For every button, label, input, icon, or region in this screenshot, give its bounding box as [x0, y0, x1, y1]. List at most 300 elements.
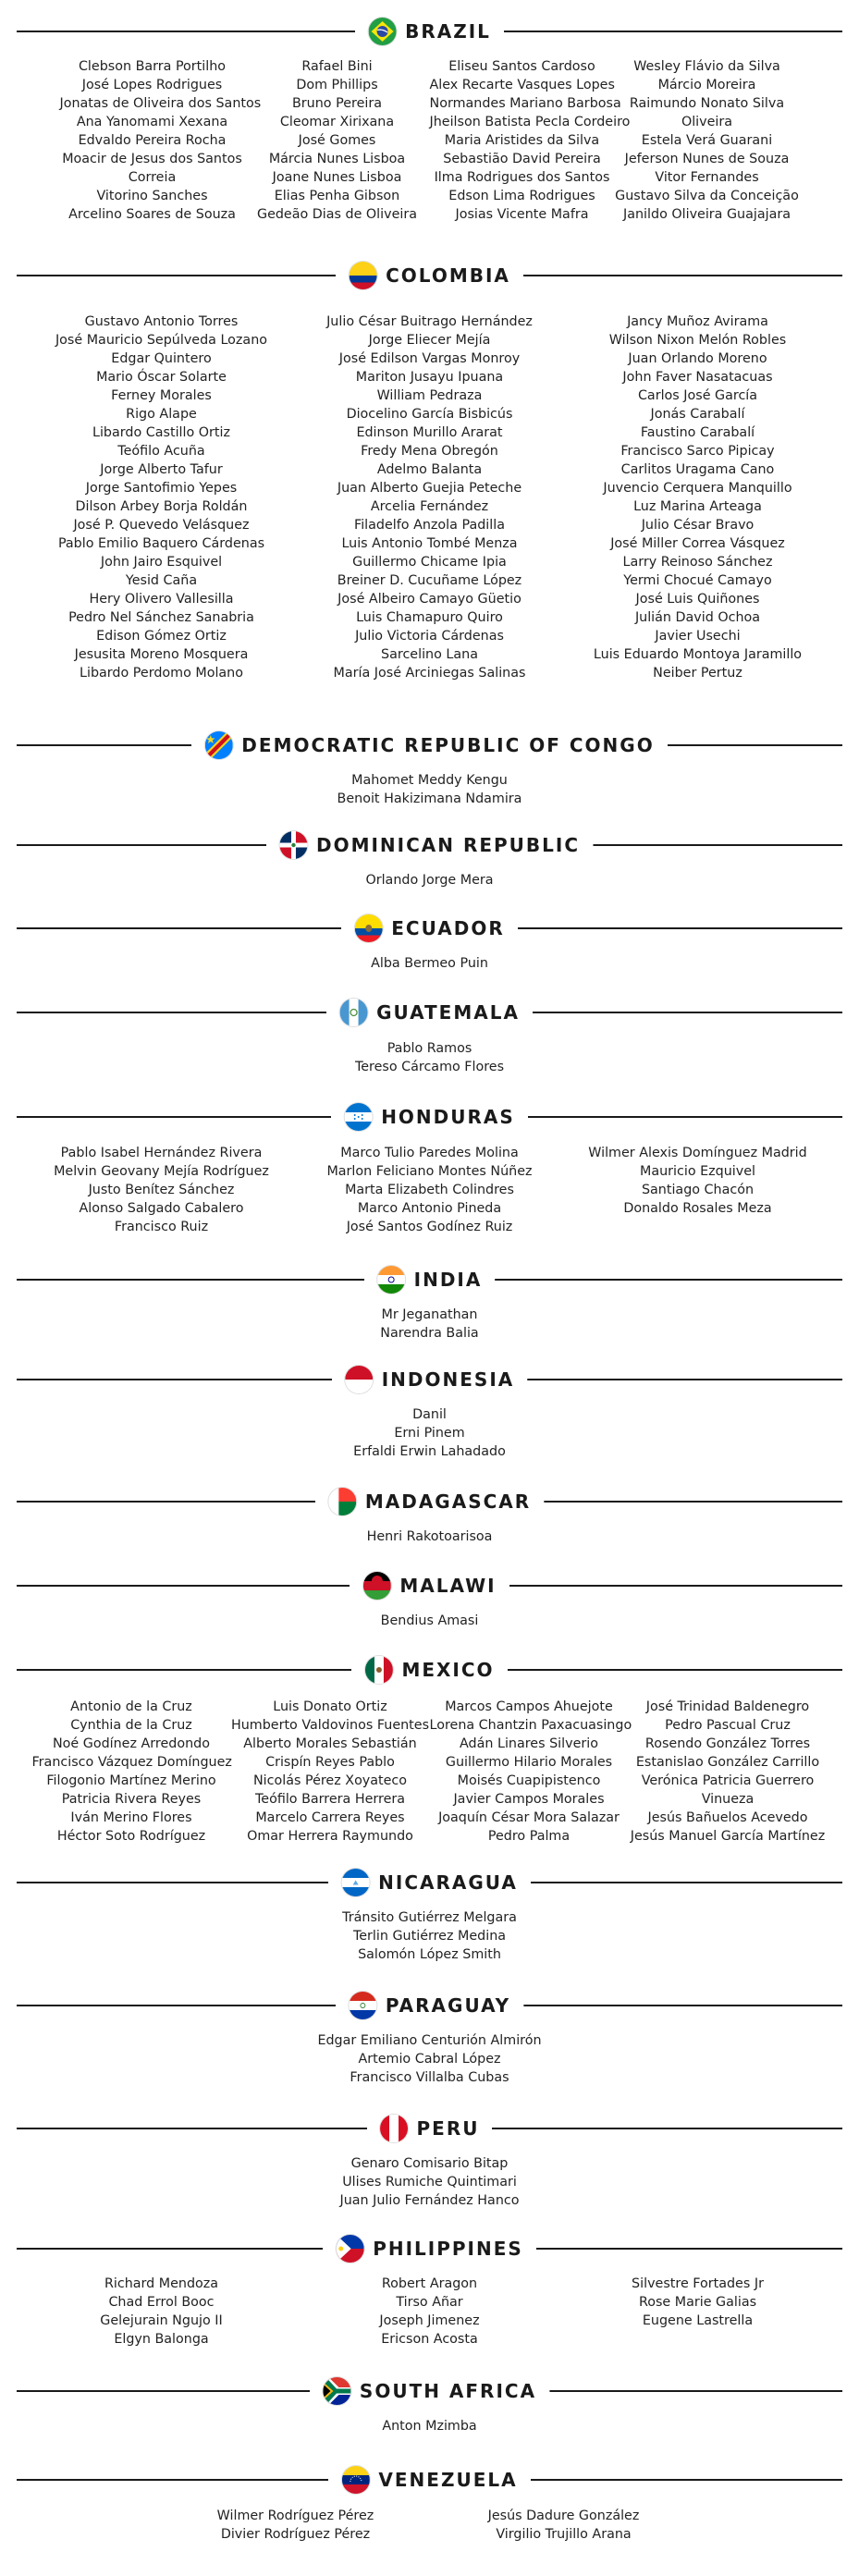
person-name: Jeferson Nunes de Souza: [624, 152, 790, 166]
person-name: Héctor Soto Rodríguez: [56, 1829, 206, 1844]
person-name: Francisco Ruiz: [114, 1220, 209, 1234]
person-name: Terlin Gutiérrez Medina: [352, 1929, 507, 1944]
person-name: José Lopes Rodrigues: [81, 78, 223, 92]
country-title: GUATEMALA: [376, 1001, 520, 1024]
person-name: Edison Gómez Ortiz: [96, 629, 227, 644]
country-heading: [364, 1263, 496, 1296]
divider-line-left: [17, 2479, 328, 2481]
person-name: Marco Antonio Pineda: [357, 1201, 502, 1216]
person-name: Pedro Nel Sánchez Sanabria: [68, 610, 254, 625]
person-name: José Miller Correa Vásquez: [610, 536, 785, 551]
person-name: Verónica Patricia Guerrero: [641, 1773, 815, 1788]
person-name: Faustino Carabalí: [640, 425, 755, 440]
person-name: Estela Verá Guarani: [641, 133, 773, 148]
country-title: HONDURAS: [381, 1106, 515, 1128]
person-name: Raimundo Nonato Silva: [629, 96, 785, 111]
person-name: Elias Penha Gibson: [274, 189, 400, 203]
dominican-republic-flag-icon: [279, 831, 307, 859]
person-name: Joane Nunes Lisboa: [272, 170, 402, 185]
person-name: Pablo Emilio Baquero Cárdenas: [57, 536, 265, 551]
person-name: Sarcelino Lana: [381, 647, 478, 662]
country-heading: [336, 1989, 523, 2022]
person-name: Javier Campos Morales: [453, 1792, 605, 1807]
names-grid-honduras: [17, 1144, 842, 1236]
names-column: [291, 1527, 569, 1546]
divider-line-left: [17, 31, 355, 32]
country-heading: [326, 996, 533, 1029]
person-name: Javier Usechi: [655, 629, 741, 644]
names-column: [231, 1698, 430, 1846]
country-title: PARAGUAY: [385, 1994, 511, 2017]
person-name: Adán Linares Silverio: [460, 1736, 598, 1751]
person-name: Bendius Amasi: [380, 1613, 479, 1628]
divider-line-right: [536, 2248, 842, 2250]
person-name: Sebastião David Pereira: [443, 152, 601, 166]
divider-line-left: [17, 927, 341, 929]
names-column: [615, 57, 800, 224]
person-name: Jheilson Batista Pecla Cordeiro: [429, 115, 631, 129]
person-name: Juan Julio Fernández Hanco: [339, 2193, 520, 2208]
section-header-dominican: [17, 828, 842, 862]
names-grid-colombia: [17, 313, 842, 682]
nicaragua-flag-icon: [341, 1869, 369, 1896]
divider-line-left: [17, 2005, 336, 2006]
person-name: Jesús Manuel García Martínez: [630, 1829, 826, 1844]
section-header-paraguay: [17, 1989, 842, 2022]
person-name: Mariton Jusayu Ipuana: [355, 370, 504, 385]
country-title: DOMINICAN REPUBLIC: [315, 834, 581, 856]
country-heading: [310, 2374, 549, 2408]
person-name: Ericson Acosta: [381, 2332, 478, 2347]
person-name: Carlitos Uragama Cano: [620, 462, 775, 477]
country-heading: [332, 1363, 528, 1396]
person-name: Filogonio Martínez Merino: [46, 1773, 216, 1788]
person-name: Pablo Ramos: [387, 1041, 472, 1056]
divider-line-right: [492, 2128, 842, 2129]
person-name: Omar Herrera Raymundo: [247, 1829, 413, 1844]
person-name: Márcio Moreira: [657, 78, 756, 92]
names-column: [296, 313, 564, 682]
person-name: María José Arciniegas Salinas: [333, 666, 526, 681]
country-heading: [315, 1485, 544, 1518]
country-heading: [367, 2112, 493, 2145]
divider-line-left: [17, 1669, 351, 1671]
names-column: [28, 2275, 296, 2349]
names-grid-malawi: [17, 1612, 842, 1630]
divider-line-right: [668, 744, 842, 746]
person-name: Oliveira: [681, 115, 733, 129]
person-name: Jorge Alberto Tafur: [100, 462, 223, 477]
person-name: Yesid Caña: [125, 573, 198, 588]
person-name: Melvin Geovany Mejía Rodríguez: [54, 1164, 269, 1179]
country-title: MALAWI: [399, 1575, 497, 1597]
names-column: [296, 1144, 564, 1236]
person-name: Libardo Perdomo Molano: [80, 666, 243, 681]
person-name: Artemio Cabral López: [358, 2052, 501, 2067]
person-name: Henri Rakotoarisoa: [366, 1529, 493, 1544]
names-grid-brazil: [17, 57, 842, 224]
names-column: [291, 771, 569, 808]
person-name: Danil: [412, 1407, 447, 1422]
person-name: Chad Errol Booc: [108, 2295, 215, 2310]
divider-line-right: [508, 1669, 842, 1671]
person-name: José Gomes: [298, 133, 376, 148]
person-name: Salomón López Smith: [358, 1947, 501, 1962]
names-column: [429, 1698, 632, 1846]
names-column: [296, 2275, 564, 2349]
person-name: Luis Chamapuro Quiro: [356, 610, 503, 625]
person-name: Wilmer Rodríguez Pérez: [216, 2509, 374, 2523]
section-header-brazil: [17, 15, 842, 48]
person-name: Tirso Añar: [396, 2295, 463, 2310]
person-name: Josias Vicente Mafra: [455, 207, 589, 222]
person-name: Moisés Cuapipistenco: [457, 1773, 601, 1788]
divider-line-left: [17, 1116, 331, 1118]
person-name: Mario Óscar Solarte: [96, 370, 227, 385]
person-name: Robert Aragon: [381, 2276, 478, 2291]
country-title: SOUTH AFRICA: [359, 2380, 537, 2402]
malawi-flag-icon: [362, 1572, 390, 1600]
person-name: Marlon Feliciano Montes Núñez: [326, 1164, 533, 1179]
person-name: Estanislao González Carrillo: [635, 1755, 820, 1770]
divider-line-left: [17, 2128, 367, 2129]
person-name: Yermi Chocué Camayo: [623, 573, 772, 588]
divider-line-left: [17, 2390, 310, 2392]
person-name: Genaro Comisario Bitap: [350, 2156, 509, 2171]
brazil-flag-icon: [368, 18, 396, 45]
names-grid-peru: [17, 2154, 842, 2210]
names-grid-venezuela: [17, 2507, 842, 2544]
person-name: Orlando Jorge Mera: [365, 873, 494, 888]
person-name: Hery Olivero Vallesilla: [89, 592, 234, 607]
person-name: Virgilio Trujillo Arana: [496, 2527, 632, 2542]
paraguay-flag-icon: [349, 1992, 376, 2019]
names-column: [629, 1698, 828, 1846]
names-grid-guatemala: [17, 1039, 842, 1076]
country-title: MEXICO: [401, 1659, 495, 1681]
person-name: Alba Bermeo Puin: [371, 956, 488, 971]
person-name: José Luis Quiñones: [635, 592, 760, 607]
names-column: [291, 954, 569, 973]
person-name: Wilson Nixon Melón Robles: [608, 333, 787, 348]
person-name: Diocelino García Bisbicús: [346, 407, 513, 422]
person-name: Francisco Vázquez Domínguez: [31, 1755, 232, 1770]
names-column: [291, 2031, 569, 2087]
country-title: BRAZIL: [405, 20, 491, 43]
divider-line-right: [533, 1012, 842, 1013]
names-grid-ecuador: [17, 954, 842, 973]
section-header-guatemala: [17, 996, 842, 1029]
section-header-venezuela: [17, 2463, 842, 2496]
venezuela-flag-icon: [341, 2466, 369, 2494]
divider-line-left: [17, 744, 191, 746]
person-name: José Albeiro Camayo Güetio: [337, 592, 522, 607]
person-name: Jesús Dadure González: [487, 2509, 640, 2523]
person-name: Narendra Balia: [380, 1326, 479, 1341]
divider-line-right: [544, 1501, 842, 1503]
person-name: Jonatas de Oliveira dos Santos: [59, 96, 262, 111]
person-name: Carlos José García: [637, 388, 758, 403]
divider-line-left: [17, 2248, 323, 2250]
person-name: José Mauricio Sepúlveda Lozano: [55, 333, 268, 348]
person-name: Rose Marie Galias: [638, 2295, 757, 2310]
madagascar-flag-icon: [328, 1488, 356, 1515]
person-name: Julián David Ochoa: [634, 610, 761, 625]
names-column: [564, 2275, 832, 2349]
person-name: Gelejurain Ngujo II: [100, 2313, 223, 2328]
person-name: Donaldo Rosales Meza: [623, 1201, 772, 1216]
person-name: Clebson Barra Portilho: [78, 59, 227, 74]
person-name: Nicolás Pérez Xoyateco: [252, 1773, 408, 1788]
person-name: Erfaldi Erwin Lahadado: [353, 1444, 506, 1459]
names-grid-india: [17, 1306, 842, 1343]
person-name: Juvencio Cerquera Manquillo: [603, 481, 792, 496]
philippines-flag-icon: [336, 2235, 363, 2263]
person-name: Edson Lima Rodrigues: [448, 189, 595, 203]
person-name: Antonio de la Cruz: [70, 1699, 192, 1714]
section-header-india: [17, 1263, 842, 1296]
names-column: [291, 1306, 569, 1343]
names-column: [59, 57, 262, 224]
names-column: [245, 57, 430, 224]
person-name: Julio César Buitrago Hernández: [326, 314, 533, 329]
india-flag-icon: [377, 1266, 405, 1294]
names-column: [291, 871, 569, 889]
divider-line-right: [523, 2005, 842, 2006]
person-name: Joaquín César Mora Salazar: [438, 1810, 620, 1825]
names-column: [291, 1405, 569, 1461]
country-heading: [328, 2463, 530, 2496]
person-name: Elgyn Balonga: [114, 2332, 209, 2347]
person-name: Moacir de Jesus dos Santos: [62, 152, 242, 166]
person-name: Guillermo Chicame Ipia: [352, 555, 507, 570]
country-title: MADAGASCAR: [364, 1490, 532, 1513]
person-name: Rosendo González Torres: [644, 1736, 811, 1751]
person-name: Marta Elizabeth Colindres: [345, 1183, 514, 1197]
person-name: Silvestre Fortades Jr: [632, 2276, 764, 2291]
person-name: John Faver Nasatacuas: [622, 370, 773, 385]
person-name: Patricia Rivera Reyes: [61, 1792, 202, 1807]
person-name: Iván Merino Flores: [70, 1810, 192, 1825]
person-name: Santiago Chacón: [641, 1183, 755, 1197]
person-name: Gustavo Silva da Conceição: [615, 189, 799, 203]
person-name: Guillermo Hilario Morales: [445, 1755, 613, 1770]
person-name: Edgar Quintero: [111, 351, 212, 366]
guatemala-flag-icon: [339, 999, 367, 1026]
person-name: Eliseu Santos Cardoso: [448, 59, 595, 74]
person-name: William Pedraza: [376, 388, 483, 403]
person-name: Wilmer Alexis Domínguez Madrid: [588, 1146, 807, 1160]
person-name: Fredy Mena Obregón: [361, 444, 498, 459]
country-heading: [350, 1569, 509, 1602]
drc-flag-icon: [204, 731, 232, 759]
country-title: INDIA: [413, 1269, 483, 1291]
person-name: Larry Reinoso Sánchez: [622, 555, 773, 570]
names-grid-indonesia: [17, 1405, 842, 1461]
divider-line-right: [528, 1116, 842, 1118]
person-name: Joseph Jimenez: [379, 2313, 480, 2328]
person-name: Jorge Eliecer Mejía: [368, 333, 491, 348]
person-name: Marco Tulio Paredes Molina: [340, 1146, 519, 1160]
country-heading: [328, 1866, 531, 1899]
country-title: PHILIPPINES: [373, 2238, 523, 2260]
ecuador-flag-icon: [354, 914, 382, 942]
person-name: Pedro Pascual Cruz: [665, 1718, 791, 1733]
country-title: DEMOCRATIC REPUBLIC OF CONGO: [241, 734, 655, 756]
person-name: Jonás Carabalí: [650, 407, 745, 422]
person-name: Eugene Lastrella: [642, 2313, 754, 2328]
section-header-peru: [17, 2112, 842, 2145]
person-name: Ilma Rodrigues dos Santos: [434, 170, 610, 185]
person-name: Humberto Valdovinos Fuentes: [230, 1718, 430, 1733]
person-name: Wesley Flávio da Silva: [633, 59, 780, 74]
person-name: Cynthia de la Cruz: [70, 1718, 192, 1733]
person-name: Teófilo Barrera Herrera: [254, 1792, 406, 1807]
divider-line-right: [523, 275, 842, 276]
section-header-indonesia: [17, 1363, 842, 1396]
person-name: Teófilo Acuña: [117, 444, 205, 459]
person-name: Vitorino Sanches: [96, 189, 208, 203]
names-column: [564, 313, 832, 682]
names-grid-dominican: [17, 871, 842, 889]
person-name: Arcelia Fernández: [370, 499, 489, 514]
person-name: Luis Antonio Tombé Menza: [341, 536, 518, 551]
country-heading: [266, 828, 593, 862]
country-title: PERU: [416, 2117, 480, 2140]
country-title: COLOMBIA: [386, 264, 510, 287]
person-name: Dilson Arbey Borja Roldán: [75, 499, 248, 514]
person-name: Ferney Morales: [111, 388, 212, 403]
divider-line-left: [17, 1501, 315, 1503]
country-heading: [351, 1653, 507, 1687]
section-header-philippines: [17, 2232, 842, 2265]
section-header-malawi: [17, 1569, 842, 1602]
person-name: Mahomet Meddy Kengu: [351, 773, 508, 788]
divider-line-right: [495, 1279, 842, 1281]
person-name: Maria Aristides da Silva: [444, 133, 600, 148]
section-header-madagascar: [17, 1485, 842, 1518]
person-name: Cleomar Xirixana: [279, 115, 395, 129]
country-heading: [341, 912, 517, 945]
country-title: ECUADOR: [391, 917, 505, 939]
person-name: Adelmo Balanta: [376, 462, 483, 477]
person-name: Benoit Hakizimana Ndamira: [337, 791, 522, 806]
names-column: [291, 1908, 569, 1964]
names-column: [430, 2507, 698, 2544]
person-name: Luz Marina Arteaga: [633, 499, 762, 514]
south-africa-flag-icon: [323, 2377, 350, 2405]
person-name: Pablo Isabel Hernández Rivera: [60, 1146, 263, 1160]
person-name: José P. Quevedo Velásquez: [73, 518, 250, 533]
divider-line-right: [593, 844, 842, 846]
person-name: Edgar Emiliano Centurión Almirón: [317, 2033, 542, 2048]
divider-line-left: [17, 1585, 350, 1587]
country-heading: [331, 1100, 528, 1134]
person-name: Jorge Santofimio Yepes: [85, 481, 238, 496]
person-name: Rafael Bini: [301, 59, 373, 74]
person-name: Justo Benítez Sánchez: [88, 1183, 235, 1197]
person-name: Jesusita Moreno Mosquera: [74, 647, 249, 662]
names-grid-philippines: [17, 2275, 842, 2349]
divider-line-right: [531, 2479, 842, 2481]
person-name: Tereso Cárcamo Flores: [354, 1060, 505, 1074]
divider-line-right: [509, 1585, 842, 1587]
person-name: Edinson Murillo Ararat: [356, 425, 503, 440]
person-name: Francisco Villalba Cubas: [350, 2070, 509, 2085]
names-column: [291, 2417, 569, 2435]
person-name: Luis Eduardo Montoya Jaramillo: [593, 647, 803, 662]
names-column: [291, 1039, 569, 1076]
country-heading: [336, 259, 523, 292]
divider-line-left: [17, 1379, 332, 1380]
divider-line-left: [17, 1882, 328, 1883]
country-title: VENEZUELA: [378, 2469, 518, 2491]
mexico-flag-icon: [364, 1656, 392, 1684]
person-name: Lorena Chantzin Paxacuasingo: [429, 1718, 632, 1733]
person-name: Gustavo Antonio Torres: [84, 314, 239, 329]
divider-line-right: [531, 1882, 842, 1883]
country-heading: [191, 729, 667, 762]
person-name: Divier Rodríguez Pérez: [220, 2527, 371, 2542]
names-grid-mexico: [17, 1698, 842, 1846]
names-column: [564, 1144, 832, 1236]
peru-flag-icon: [380, 2115, 408, 2142]
person-name: José Trinidad Baldenegro: [645, 1699, 810, 1714]
person-name: Juan Orlando Moreno: [628, 351, 767, 366]
person-name: Breiner D. Cucuñame López: [337, 573, 522, 588]
divider-line-left: [17, 844, 266, 846]
country-heading: [323, 2232, 536, 2265]
person-name: Alonso Salgado Cabalero: [79, 1201, 244, 1216]
person-name: Alberto Morales Sebastián: [243, 1736, 417, 1751]
person-name: Alex Recarte Vasques Lopes: [429, 78, 615, 92]
person-name: Filadelfo Anzola Padilla: [354, 518, 505, 533]
person-name: José Santos Godínez Ruiz: [346, 1220, 513, 1234]
indonesia-flag-icon: [345, 1366, 373, 1393]
section-header-mexico: [17, 1653, 842, 1687]
section-header-southafrica: [17, 2374, 842, 2408]
person-name: Arcelino Soares de Souza: [68, 207, 236, 222]
person-name: Julio César Bravo: [641, 518, 755, 533]
section-header-colombia: [17, 259, 842, 292]
names-column: [28, 313, 296, 682]
person-name: Neiber Pertuz: [653, 666, 742, 681]
person-name: Noé Godínez Arredondo: [52, 1736, 211, 1751]
person-name: Luis Donato Ortiz: [273, 1699, 387, 1714]
person-name: Bruno Pereira: [292, 96, 382, 111]
country-heading: [355, 15, 504, 48]
person-name: Vinueza: [701, 1792, 755, 1807]
person-name: Libardo Castillo Ortiz: [92, 425, 230, 440]
person-name: Dom Phillips: [296, 78, 378, 92]
person-name: Francisco Sarco Pipicay: [620, 444, 775, 459]
person-name: John Jairo Esquivel: [100, 555, 223, 570]
person-name: Rigo Alape: [126, 407, 197, 422]
person-name: Marcos Campos Ahuejote: [445, 1699, 613, 1714]
section-header-ecuador: [17, 912, 842, 945]
names-grid-drc: [17, 771, 842, 808]
person-name: Erni Pinem: [394, 1426, 465, 1441]
person-name: Ulises Rumiche Quintimari: [342, 2175, 517, 2190]
person-name: Ana Yanomami Xexana: [76, 115, 228, 129]
person-name: Edvaldo Pereira Rocha: [78, 133, 227, 148]
person-name: Márcia Nunes Lisboa: [268, 152, 406, 166]
person-name: Tránsito Gutiérrez Melgara: [342, 1910, 517, 1925]
divider-line-right: [527, 1379, 842, 1380]
person-name: Mr Jeganathan: [381, 1307, 478, 1322]
person-name: José Edilson Vargas Monroy: [338, 351, 521, 366]
divider-line-left: [17, 275, 336, 276]
